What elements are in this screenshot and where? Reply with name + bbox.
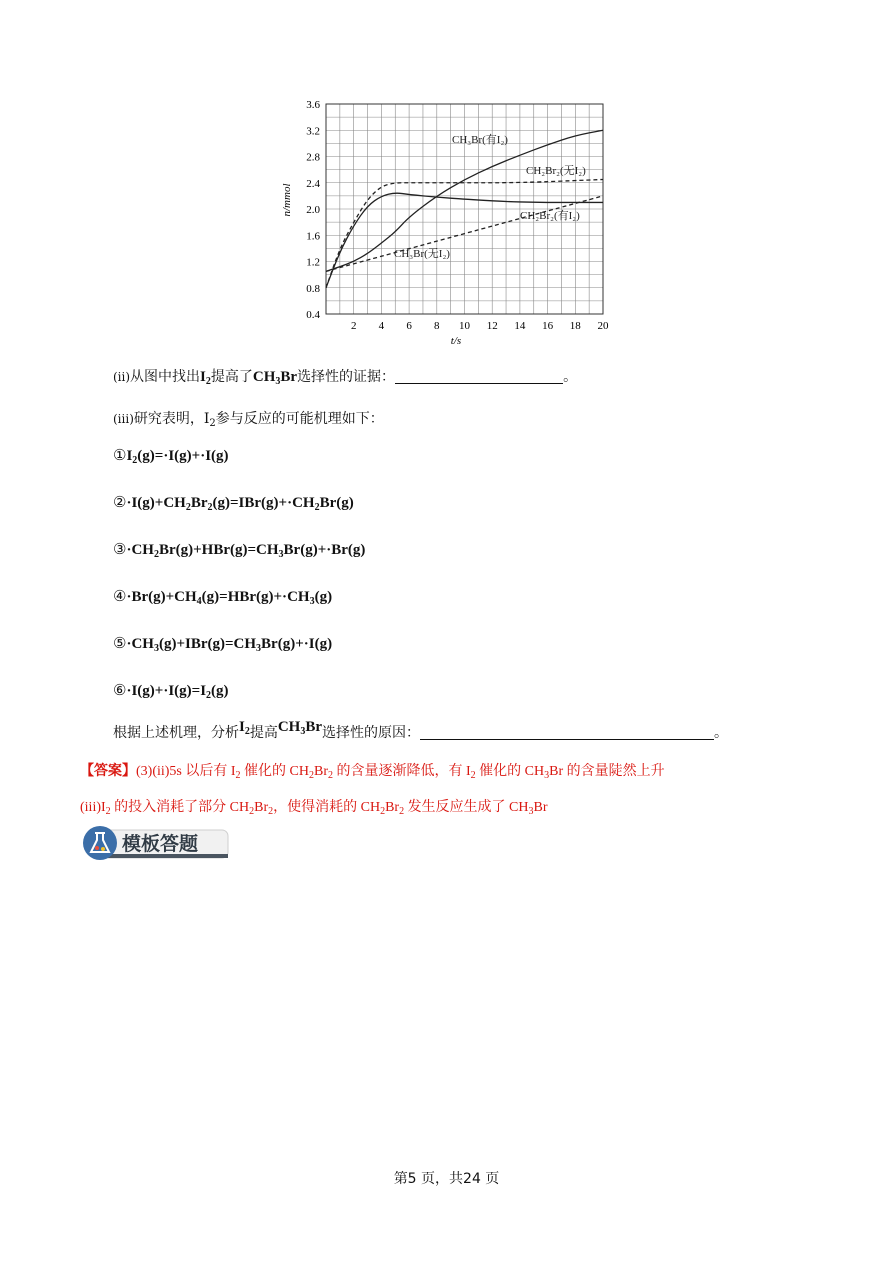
series-label-4: CH₃Br(无I₂) xyxy=(394,248,450,260)
answer-line-1 xyxy=(80,760,665,781)
y-tick-label: 2.8 xyxy=(306,151,320,164)
analysis-end: 。 xyxy=(714,725,729,741)
flask-icon xyxy=(83,826,117,860)
template-answer-badge xyxy=(82,824,230,862)
question-iii-sub: 2 xyxy=(209,418,216,429)
question-iii-prefix: (iii) xyxy=(113,412,134,426)
series-label-2: CH₂Br₂(无I₂) xyxy=(526,165,586,177)
y-tick-label: 2.4 xyxy=(306,177,320,190)
x-tick-label: 8 xyxy=(434,320,440,332)
mechanism-step-3: $③\cdot CH_2Br(g)+HBr(g)=CH_3Br(g)+\cdot Br(g)$ xyxy=(113,542,366,560)
question-ii-text-b: 提高了 xyxy=(210,369,253,385)
answer-text-2: $(iii)I_2$ 的投入消耗了部分 $CH_2Br_2$，使得消耗的 $CH_2Br_2$ 发生反应生成了 $CH_3Br$ xyxy=(80,800,548,817)
x-tick-label: 10 xyxy=(459,320,470,332)
question-ii-text-a: 从图中找出 xyxy=(130,369,201,385)
y-tick-label: 0.4 xyxy=(306,309,320,321)
question-ii-prefix: (ii) xyxy=(113,370,131,384)
i2-formula: $I_2$ xyxy=(200,369,211,387)
answer-text-1: (3)(ii)5s 以后有 $I_2$ 催化的 $CH_2Br_2$ 的含量逐渐降低，有 $I_2$ 催化的 $CH_3Br$ 的含量陡然上升 xyxy=(136,764,665,781)
series-label-3: CH₂Br₂(有I₂) xyxy=(520,210,580,222)
question-ii xyxy=(113,366,577,387)
answer-line-2 xyxy=(80,796,548,817)
series-label-1: CH₃Br(有I₂) xyxy=(452,134,508,146)
badge-label: 模板答题 xyxy=(122,833,199,855)
x-tick-label: 20 xyxy=(597,320,609,332)
x-tick-label: 16 xyxy=(542,320,554,332)
analysis-text-b: 提高 xyxy=(249,725,278,741)
analysis-blank[interactable] xyxy=(420,725,714,740)
y-tick-label: 1.2 xyxy=(306,256,320,269)
line-chart xyxy=(260,92,630,350)
mechanism-step-4: $④\cdot Br(g)+CH_4(g)=HBr(g)+\cdot CH_3(g)$ xyxy=(113,589,333,607)
x-tick-label: 12 xyxy=(486,320,498,332)
y-tick-label: 2.0 xyxy=(306,204,320,216)
x-tick-label: 14 xyxy=(514,320,526,332)
x-tick-label: 18 xyxy=(569,320,581,332)
question-iii-text-a: 研究表明，I xyxy=(133,411,210,427)
answer-blank[interactable] xyxy=(395,369,563,384)
mechanism-step-2: $②\cdot I(g)+CH_2Br_2(g)=IBr(g)+\cdot CH_2Br(g)$ xyxy=(113,495,354,513)
x-tick-label: 2 xyxy=(350,320,357,332)
y-axis-label: n/mmol xyxy=(281,183,293,217)
mechanism-step-1: $①I_2(g)=\cdot I(g)+\cdot I(g)$ xyxy=(113,448,229,466)
question-iii-text-b: 参与反应的可能机理如下： xyxy=(215,411,384,427)
question-ii-end: 。 xyxy=(563,369,578,385)
analysis-text-a: 根据上述机理，分析 xyxy=(113,725,239,741)
x-axis-label: t/s xyxy=(450,335,462,347)
answer-tag: 【答案】 xyxy=(80,763,136,779)
ch3br-formula-2: $CH_3Br$ xyxy=(277,719,323,737)
analysis-text-c: 选择性的原因： xyxy=(322,725,421,741)
y-tick-label: 0.8 xyxy=(306,282,320,295)
page-footer: 第5 页，共24 页 xyxy=(393,1171,500,1187)
ch3br-formula: $CH_3Br$ xyxy=(252,369,298,387)
question-ii-text-c: 选择性的证据： xyxy=(297,369,396,385)
i2-formula-2: $I_2$ xyxy=(239,719,250,737)
y-tick-label: 3.2 xyxy=(306,125,320,138)
question-analysis xyxy=(113,719,729,743)
y-tick-label: 1.6 xyxy=(306,230,320,243)
y-tick-label: 3.6 xyxy=(306,99,320,111)
mechanism-step-5: $⑤\cdot CH_3(g)+IBr(g)=CH_3Br(g)+\cdot I(g)$ xyxy=(113,636,333,654)
question-iii xyxy=(113,408,384,429)
x-tick-label: 6 xyxy=(406,320,412,332)
mechanism-step-6: $⑥\cdot I(g)+\cdot I(g)=I_2(g)$ xyxy=(113,683,229,701)
x-tick-label: 4 xyxy=(378,320,385,332)
